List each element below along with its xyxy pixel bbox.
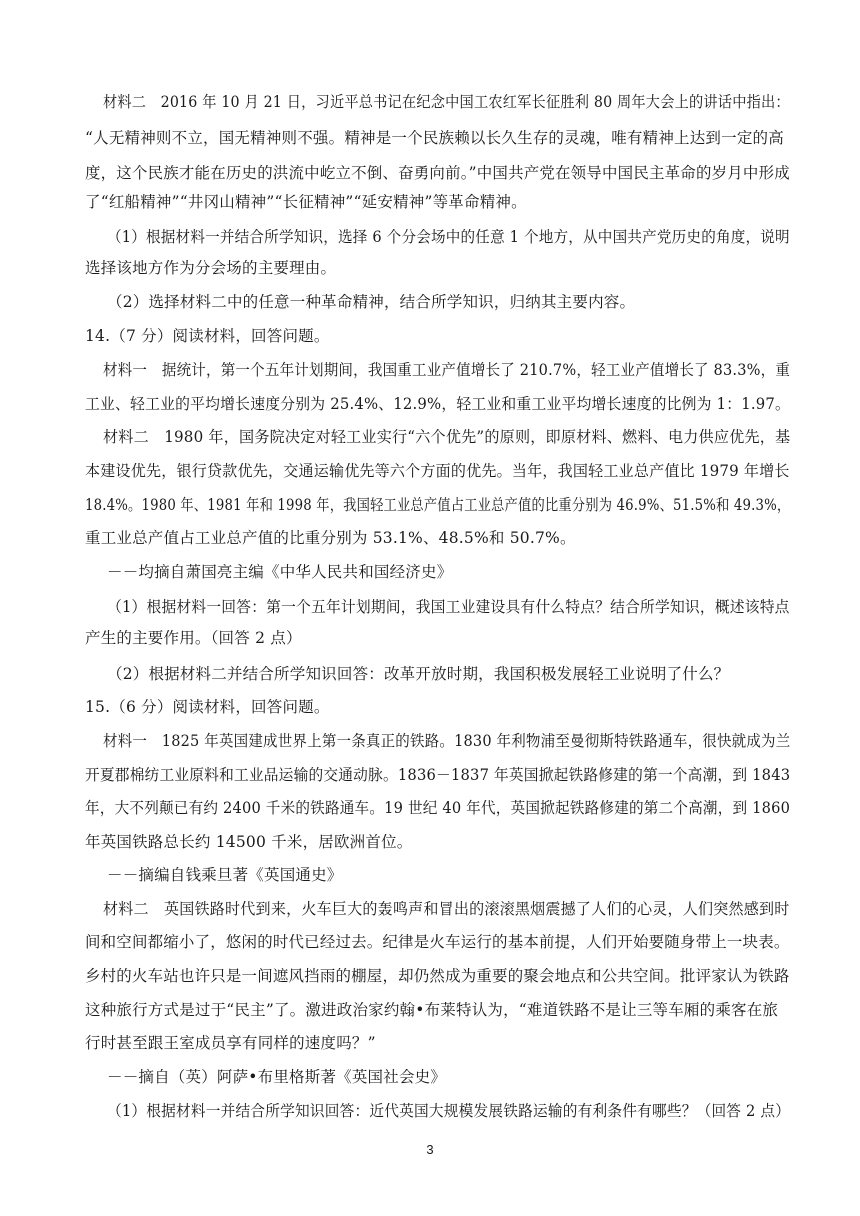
- q15-header: 15.（6 分）阅读材料，回答问题。: [85, 698, 330, 716]
- q15-material2-line1: 材料二 英国铁路时代到来，火车巨大的轰鸣声和冒出的滚滚黑烟震撼了人们的心灵，人们突然感到时: [103, 900, 790, 918]
- q15-material1-line2: 开夏郡棉纺工业原料和工业品运输的交通动脉。1836－1837 年英国掀起铁路修建的第一个高潮，到 1843: [85, 766, 791, 784]
- q15-material2-line5: 行时甚至跟王室成员享有同样的速度吗？”: [85, 1034, 376, 1052]
- q15-source2: －－摘自（英）阿萨•布里格斯著《英国社会史》: [107, 1068, 447, 1086]
- q14-material2-line2: 本建设优先，银行贷款优先，交通运输优先等六个方面的优先。当年，我国轻工业总产值比 1979 年增长: [85, 462, 790, 480]
- q15-sub1: （1）根据材料一并结合所学知识回答：近代英国大规模发展铁路运输的有利条件有哪些？（回答 2 点）: [107, 1102, 791, 1120]
- q14-material2-line1: 材料二 1980 年，国务院决定对轻工业实行“六个优先”的原则，即原材料、燃料、电力供应优先，基: [103, 428, 791, 446]
- q13-sub2: （2）选择材料二中的任意一种革命精神，结合所学知识，归纳其主要内容。: [107, 293, 636, 311]
- q14-header: 14.（7 分）阅读材料，回答问题。: [85, 327, 330, 345]
- q13-material2-line2: “人无精神则不立，国无精神则不强。精神是一个民族赖以长久生存的灵魂，唯有精神上达到一定的高: [85, 129, 784, 147]
- q13-material2-line4: 了“红船精神”“井冈山精神”“长征精神”“延安精神”等革命精神。: [85, 193, 527, 211]
- q14-sub2: （2）根据材料二并结合所学知识回答：改革开放时期，我国积极发展轻工业说明了什么？: [107, 665, 730, 683]
- q14-source: －－均摘自萧国亮主编《中华人民共和国经济史》: [107, 563, 453, 581]
- q15-material1-line4: 年英国铁路总长约 14500 千米，居欧洲首位。: [85, 833, 413, 851]
- q15-source1: －－摘编自钱乘旦著《英国通史》: [107, 866, 343, 884]
- page-number: 3: [426, 1142, 434, 1157]
- q15-material2-line4: 这种旅行方式是过于“民主”了。激进政治家约翰•布莱特认为，“难道铁路不是让三等车厢的乘客在旅: [85, 1001, 779, 1019]
- q14-sub1-line1: （1）根据材料一回答：第一个五年计划期间，我国工业建设具有什么特点？结合所学知识，概述该特点: [107, 598, 790, 616]
- q13-material2-line1: 材料二 2016 年 10 月 21 日，习近平总书记在纪念中国工农红军长征胜利 80 周年大会上的讲话中指出：: [103, 93, 790, 111]
- q14-material1-line1: 材料一 据统计，第一个五年计划期间，我国重工业产值增长了 210.7%，轻工业产值增长了 83.3%，重: [103, 361, 791, 379]
- q14-material2-line4: 重工业总产值占工业总产值的比重分别为 53.1%、48.5%和 50.7%。: [85, 529, 576, 547]
- q14-material2-line3: 18.4%。1980 年、1981 年和 1998 年，我国轻工业总产值占工业总产值的比重分别为 46.9%、51.5%和 49.3%，: [85, 496, 791, 514]
- q15-material1-line1: 材料一 1825 年英国建成世界上第一条真正的铁路。1830 年利物浦至曼彻斯特铁路通车，很快就成为兰: [103, 732, 791, 750]
- q15-material2-line3: 乡村的火车站也许只是一间遮风挡雨的棚屋，却仍然成为重要的聚会地点和公共空间。批评家认为铁路: [85, 967, 790, 985]
- q14-sub1-line2: 产生的主要作用。（回答 2 点）: [85, 629, 302, 647]
- q13-sub1-line1: （1）根据材料一并结合所学知识，选择 6 个分会场中的任意 1 个地方，从中国共产党历史的角度，说明: [107, 228, 790, 246]
- q15-material1-line3: 年，大不列颠已有约 2400 千米的铁路通车。19 世纪 40 年代，英国掀起铁路修建的第二个高潮，到 1860: [85, 799, 791, 817]
- q15-material2-line2: 间和空间都缩小了，悠闲的时代已经过去。纪律是火车运行的基本前提，人们开始要随身带上一块表。: [85, 933, 790, 951]
- q14-material1-line2: 工业、轻工业的平均增长速度分别为 25.4%、12.9%，轻工业和重工业平均增长速度的比例为 1：1.97。: [85, 395, 791, 413]
- q13-material2-line3: 度，这个民族才能在历史的洪流中屹立不倒、奋勇向前。”中国共产党在领导中国民主革命的岁月中形成: [85, 164, 790, 182]
- q13-sub1-line2: 选择该地方作为分会场的主要理由。: [85, 259, 337, 277]
